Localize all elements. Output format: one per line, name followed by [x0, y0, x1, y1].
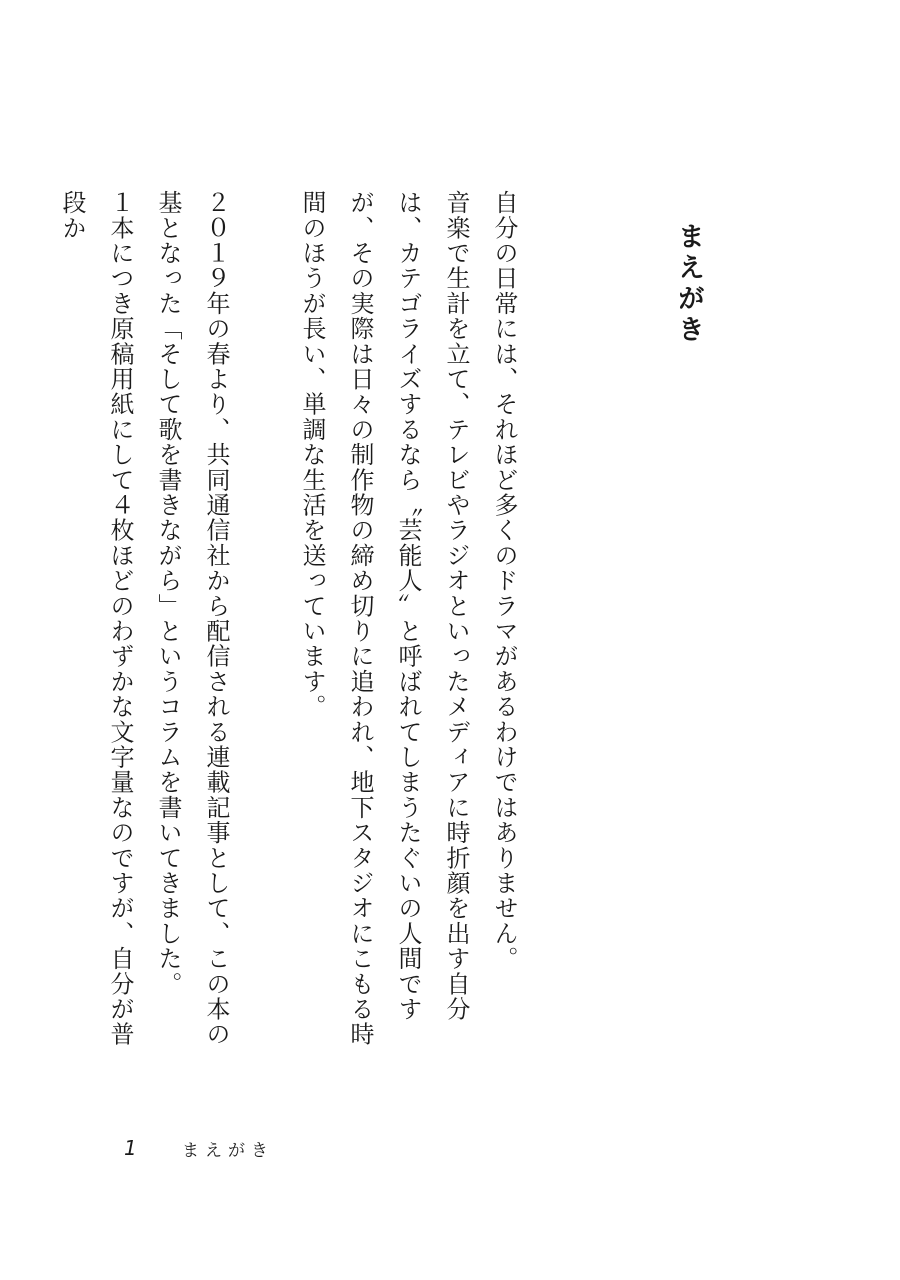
paragraph-3: ２０１９年の春より、共同通信社から配信される連載記事として、この本の基となった「そして歌を書きながら」というコラムを書いてきました。 — [154, 190, 230, 1047]
chapter-heading: まえがき — [673, 222, 704, 346]
page-footer — [124, 1136, 274, 1160]
paragraph-4: １本につき原稿用紙にして４枚ほどのわずかな文字量なのですが、自分が普段か — [58, 190, 134, 1047]
body-text — [48, 190, 528, 1070]
paragraph-blank — [240, 190, 288, 1070]
paragraph-1: 自分の日常には、それほど多くのドラマがあるわけではありません。 — [490, 190, 518, 972]
page-number: 1 — [124, 1136, 137, 1160]
running-head: まえがき — [182, 1140, 274, 1161]
paragraph-2: 音楽で生計を立て、テレビやラジオといったメディアに時折顔を出す自分は、カテゴライズするなら〝芸能人〟と呼ばれてしまうたぐいの人間ですが、その実際は日々の制作物の締め切りに追われ、地下スタジオにこもる時間のほうが長い、単調な生活を送っています。 — [298, 190, 470, 1047]
